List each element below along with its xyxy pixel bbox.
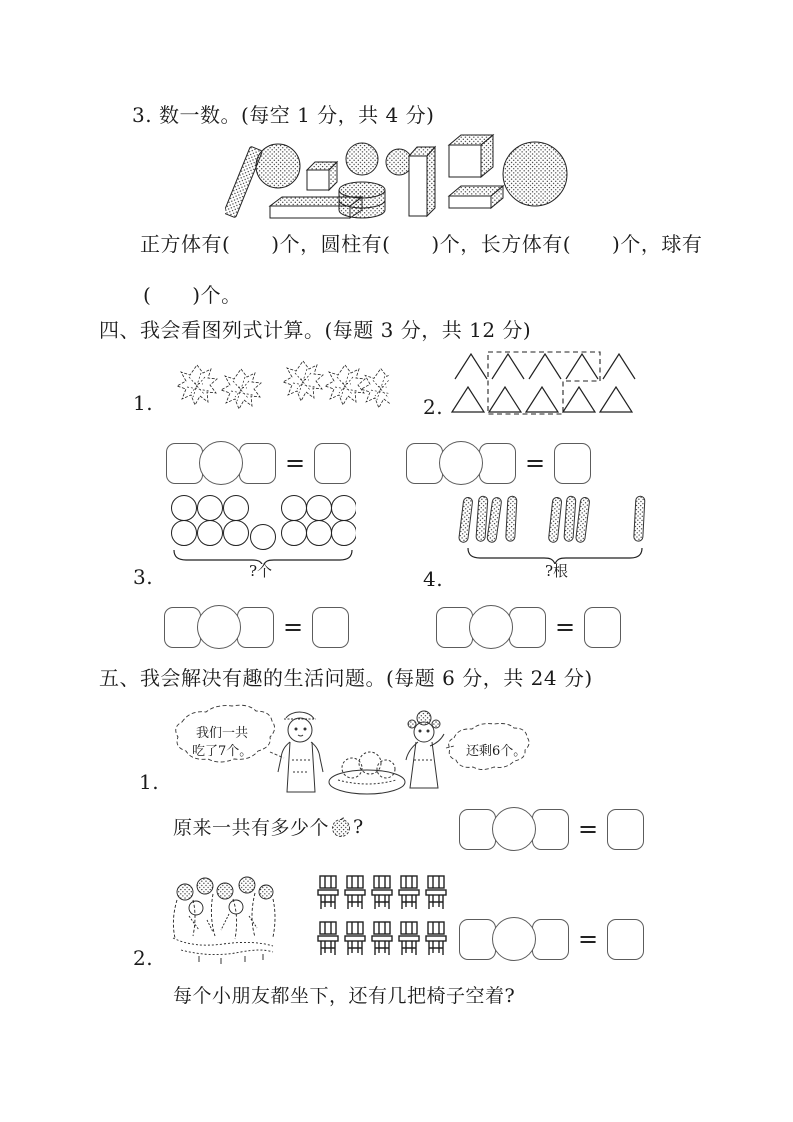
flat-cuboid-shape bbox=[449, 186, 503, 208]
fill-blank-line1[interactable]: 正方体有( )个，圆柱有( )个，长方体有( )个，球有 bbox=[140, 232, 703, 256]
slanted-bar-shape bbox=[225, 146, 263, 218]
operator-circle[interactable] bbox=[197, 605, 241, 649]
section5-heading: 五、我会解决有趣的生活问题。(每题 6 分，共 24 分) bbox=[99, 666, 593, 690]
q1-question-pre: 原来一共有多少个 bbox=[173, 817, 330, 839]
dashed-selection-outline bbox=[488, 352, 600, 414]
open-triangles-row bbox=[455, 354, 635, 379]
sticks-figure bbox=[458, 494, 653, 564]
operator-circle[interactable] bbox=[492, 917, 536, 961]
bubble-left-text-line1: 我们一共 bbox=[196, 726, 249, 741]
chairs-grid-illustration bbox=[314, 874, 456, 962]
small-cube-shape bbox=[307, 162, 337, 190]
equals-sign: = bbox=[578, 925, 599, 953]
answer-box[interactable] bbox=[314, 443, 351, 484]
answer-box[interactable] bbox=[479, 443, 516, 484]
large-cube-shape bbox=[449, 135, 493, 177]
closed-triangles-row bbox=[452, 387, 632, 412]
item2-label: 2. bbox=[423, 395, 444, 419]
equation-row-6 bbox=[459, 916, 644, 962]
answer-box[interactable] bbox=[436, 607, 473, 648]
answer-box[interactable] bbox=[459, 809, 496, 850]
equation-row-3 bbox=[164, 604, 349, 650]
sphere-shape bbox=[256, 144, 300, 188]
circles-left-group bbox=[172, 496, 276, 550]
answer-box[interactable] bbox=[607, 809, 644, 850]
answer-box[interactable] bbox=[406, 443, 443, 484]
answer-box[interactable] bbox=[459, 919, 496, 960]
answer-box[interactable] bbox=[312, 607, 349, 648]
equation-row-2 bbox=[406, 440, 591, 486]
solids-figure bbox=[225, 132, 570, 224]
operator-circle[interactable] bbox=[492, 807, 536, 851]
equals-sign: = bbox=[555, 613, 576, 641]
bun-icon bbox=[330, 816, 352, 838]
circles-right-group bbox=[282, 496, 357, 546]
equals-sign: = bbox=[283, 613, 304, 641]
fill-blank-line2[interactable]: ( )个。 bbox=[143, 283, 242, 307]
large-sphere-shape bbox=[503, 142, 567, 206]
bubble-left-text-line2: 吃了7个。 bbox=[192, 744, 253, 759]
plate-of-buns bbox=[329, 752, 405, 794]
girl-figure bbox=[406, 711, 444, 788]
answer-box[interactable] bbox=[554, 443, 591, 484]
tall-cuboid-shape bbox=[409, 147, 435, 216]
equals-sign: = bbox=[525, 449, 546, 477]
section5-item1-label: 1. bbox=[139, 770, 160, 794]
question3-title: 3. 数一数。(每空 1 分，共 4 分) bbox=[132, 103, 435, 127]
sphere-shape bbox=[346, 143, 378, 175]
boy-figure bbox=[278, 712, 323, 792]
item3-label: 3. bbox=[133, 565, 154, 589]
circles-figure bbox=[170, 494, 356, 564]
answer-box[interactable] bbox=[584, 607, 621, 648]
equation-row-1 bbox=[166, 440, 351, 486]
sphere-shape bbox=[386, 149, 412, 175]
bubble-right-text: 还剩6个。 bbox=[466, 744, 527, 759]
operator-circle[interactable] bbox=[439, 441, 483, 485]
answer-box[interactable] bbox=[607, 919, 644, 960]
item3-brace-label: ?个 bbox=[249, 562, 273, 580]
item4-brace-label: ?根 bbox=[545, 562, 569, 580]
answer-box[interactable] bbox=[239, 443, 276, 484]
q1-question-line bbox=[173, 813, 364, 840]
section5-item2-label: 2. bbox=[133, 946, 154, 970]
q1-question-post: ? bbox=[353, 815, 364, 838]
children-crowd-illustration bbox=[163, 876, 293, 964]
bubble-tail bbox=[446, 746, 454, 748]
equation-row-5 bbox=[459, 806, 644, 852]
answer-box[interactable] bbox=[532, 919, 569, 960]
answer-box[interactable] bbox=[237, 607, 274, 648]
answer-box[interactable] bbox=[164, 607, 201, 648]
triangles-figure bbox=[450, 350, 655, 416]
equation-row-4 bbox=[436, 604, 621, 650]
answer-box[interactable] bbox=[532, 809, 569, 850]
item4-label: 4. bbox=[423, 567, 444, 591]
flowers-figure bbox=[175, 347, 390, 419]
cylinder-shape bbox=[339, 182, 385, 218]
operator-circle[interactable] bbox=[199, 441, 243, 485]
operator-circle[interactable] bbox=[469, 605, 513, 649]
equals-sign: = bbox=[578, 815, 599, 843]
equals-sign: = bbox=[285, 449, 306, 477]
q2-question-line: 每个小朋友都坐下，还有几把椅子空着? bbox=[173, 985, 516, 1007]
answer-box[interactable] bbox=[509, 607, 546, 648]
answer-box[interactable] bbox=[166, 443, 203, 484]
item1-label: 1. bbox=[133, 391, 154, 415]
section4-heading: 四、我会看图列式计算。(每题 3 分，共 12 分) bbox=[99, 318, 532, 342]
